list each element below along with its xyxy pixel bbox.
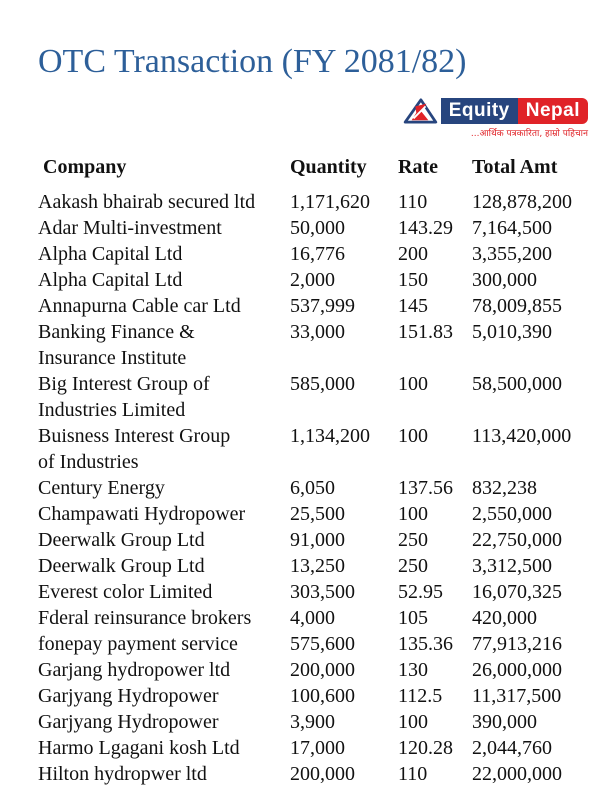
company-cell: Harmo Lgagani kosh Ltd: [38, 737, 240, 759]
rate-cell: 130: [398, 659, 428, 681]
table-row: [38, 761, 590, 787]
column-header-company: Company: [43, 156, 127, 178]
total-cell: 26,000,000: [472, 659, 562, 681]
logo-nepal-wordmark: Nepal: [518, 98, 588, 124]
table-row: [38, 657, 590, 683]
company-cell: Garjang hydropower ltd: [38, 659, 231, 681]
table-body: [38, 189, 590, 787]
page-title: OTC Transaction (FY 2081/82): [38, 43, 467, 80]
total-cell: 420,000: [472, 607, 537, 629]
total-cell: 832,238: [472, 477, 537, 499]
total-cell: 5,010,390: [472, 321, 552, 343]
table-row: [38, 735, 590, 761]
quantity-cell: 575,600: [290, 633, 355, 655]
company-cell: Aakash bhairab secured ltd: [38, 191, 256, 213]
total-cell: 300,000: [472, 269, 537, 291]
rate-cell: 135.36: [398, 633, 453, 655]
table-row: [38, 553, 590, 579]
quantity-cell: 50,000: [290, 217, 345, 239]
rate-cell: 100: [398, 503, 428, 525]
quantity-cell: 4,000: [290, 607, 335, 629]
quantity-cell: 13,250: [290, 555, 345, 577]
quantity-cell: 91,000: [290, 529, 345, 551]
company-cell: Everest color Limited: [38, 581, 213, 603]
total-cell: 22,750,000: [472, 529, 562, 551]
quantity-cell: 3,900: [290, 711, 335, 733]
table-row: [38, 215, 590, 241]
total-cell: 3,355,200: [472, 243, 552, 265]
table-header-row: [38, 154, 590, 180]
rate-cell: 250: [398, 555, 428, 577]
equity-nepal-logo: [402, 98, 588, 139]
table-row: [38, 319, 590, 371]
column-header-quantity: Quantity: [290, 156, 367, 178]
company-cell: Alpha Capital Ltd: [38, 243, 183, 265]
logo-tagline: ...आर्थिक पत्रकारिता, हाम्रो पहिचान: [470, 129, 588, 139]
table-row: [38, 683, 590, 709]
rate-cell: 100: [398, 425, 428, 447]
table-row: [38, 293, 590, 319]
quantity-cell: 1,171,620: [290, 191, 370, 213]
table-row: [38, 501, 590, 527]
rate-cell: 150: [398, 269, 428, 291]
rate-cell: 105: [398, 607, 428, 629]
company-cell: Century Energy: [38, 477, 165, 499]
total-cell: 113,420,000: [472, 425, 572, 447]
company-cell: Deerwalk Group Ltd: [38, 529, 205, 551]
quantity-cell: 25,500: [290, 503, 345, 525]
total-cell: 78,009,855: [472, 295, 562, 317]
total-cell: 128,878,200: [472, 191, 572, 213]
total-cell: 16,070,325: [472, 581, 562, 603]
rate-cell: 120.28: [398, 737, 453, 759]
quantity-cell: 100,600: [290, 685, 355, 707]
column-header-total-amt: Total Amt: [472, 156, 558, 178]
table-row: [38, 267, 590, 293]
table-row: [38, 605, 590, 631]
quantity-cell: 1,134,200: [290, 425, 370, 447]
rate-cell: 200: [398, 243, 428, 265]
company-cell: Deerwalk Group Ltd: [38, 555, 205, 577]
company-cell: Buisness Interest Group of Industries: [38, 425, 231, 473]
quantity-cell: 6,050: [290, 477, 335, 499]
quantity-cell: 17,000: [290, 737, 345, 759]
company-cell: Big Interest Group of Industries Limited: [38, 373, 210, 421]
total-cell: 2,550,000: [472, 503, 552, 525]
rate-cell: 52.95: [398, 581, 443, 603]
logo-equity-wordmark: Equity: [441, 98, 518, 124]
table-row: [38, 631, 590, 657]
quantity-cell: 303,500: [290, 581, 355, 603]
quantity-cell: 2,000: [290, 269, 335, 291]
otc-transactions-table: [38, 154, 590, 787]
rate-cell: 151.83: [398, 321, 453, 343]
rate-cell: 110: [398, 763, 428, 785]
quantity-cell: 200,000: [290, 763, 355, 785]
quantity-cell: 16,776: [290, 243, 345, 265]
company-cell: Fderal reinsurance brokers: [38, 607, 252, 629]
rate-cell: 250: [398, 529, 428, 551]
rate-cell: 100: [398, 711, 428, 733]
company-cell: Banking Finance & Insurance Institute: [38, 321, 195, 369]
quantity-cell: 200,000: [290, 659, 355, 681]
table-row: [38, 527, 590, 553]
rate-cell: 100: [398, 373, 428, 395]
rate-cell: 112.5: [398, 685, 443, 707]
table-row: [38, 241, 590, 267]
company-cell: Adar Multi-investment: [38, 217, 222, 239]
total-cell: 58,500,000: [472, 373, 562, 395]
table-row: [38, 579, 590, 605]
company-cell: Garjyang Hydropower: [38, 685, 219, 707]
company-cell: Annapurna Cable car Ltd: [38, 295, 241, 317]
company-cell: fonepay payment service: [38, 633, 238, 655]
rate-cell: 143.29: [398, 217, 453, 239]
table-row: [38, 709, 590, 735]
mountain-triangle-icon: [402, 98, 438, 124]
quantity-cell: 33,000: [290, 321, 345, 343]
total-cell: 22,000,000: [472, 763, 562, 785]
quantity-cell: 537,999: [290, 295, 355, 317]
total-cell: 77,913,216: [472, 633, 562, 655]
company-cell: Alpha Capital Ltd: [38, 269, 183, 291]
total-cell: 7,164,500: [472, 217, 552, 239]
logo-bar: [402, 98, 588, 124]
rate-cell: 110: [398, 191, 428, 213]
quantity-cell: 585,000: [290, 373, 355, 395]
company-cell: Hilton hydropwer ltd: [38, 763, 207, 785]
column-header-rate: Rate: [398, 156, 438, 178]
table-row: [38, 475, 590, 501]
total-cell: 390,000: [472, 711, 537, 733]
table-row: [38, 423, 590, 475]
rate-cell: 145: [398, 295, 428, 317]
company-cell: Garjyang Hydropower: [38, 711, 219, 733]
total-cell: 11,317,500: [472, 685, 562, 707]
total-cell: 3,312,500: [472, 555, 552, 577]
total-cell: 2,044,760: [472, 737, 552, 759]
table-row: [38, 189, 590, 215]
company-cell: Champawati Hydropower: [38, 503, 246, 525]
rate-cell: 137.56: [398, 477, 453, 499]
table-row: [38, 371, 590, 423]
